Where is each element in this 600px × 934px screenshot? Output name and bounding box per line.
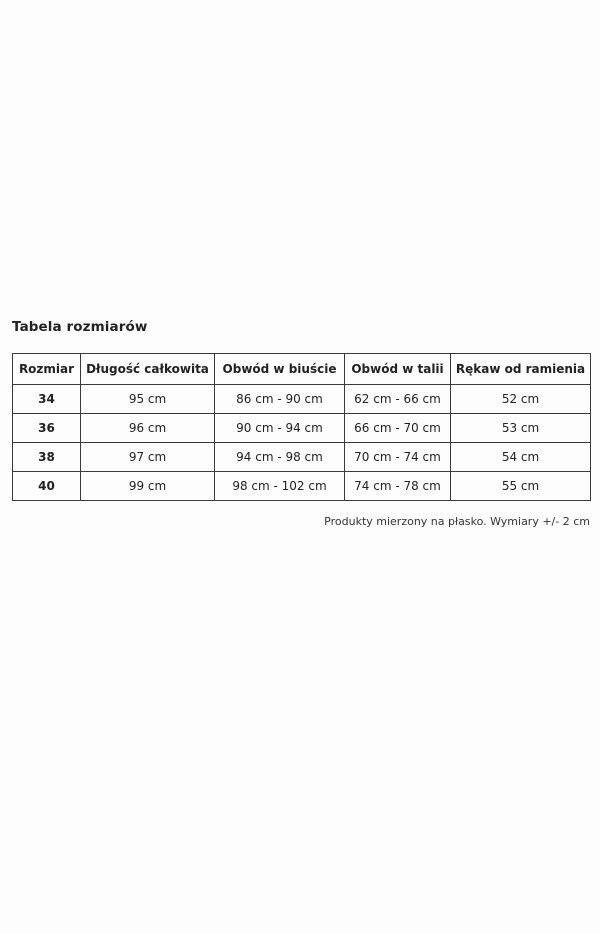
waist-cell: 66 cm - 70 cm [345,414,451,443]
header-sleeve: Rękaw od ramienia [451,354,591,385]
size-cell: 38 [13,443,81,472]
bust-cell: 90 cm - 94 cm [215,414,345,443]
waist-cell: 70 cm - 74 cm [345,443,451,472]
total-length-cell: 97 cm [81,443,215,472]
bust-cell: 86 cm - 90 cm [215,385,345,414]
size-chart-title: Tabela rozmiarów [12,319,148,335]
table-header-row [13,354,591,385]
table-row [13,472,591,501]
size-cell: 36 [13,414,81,443]
size-table [12,353,591,501]
sleeve-cell: 53 cm [451,414,591,443]
total-length-cell: 96 cm [81,414,215,443]
table-row [13,385,591,414]
sleeve-cell: 54 cm [451,443,591,472]
measurement-note: Produkty mierzony na płasko. Wymiary +/- 2 cm [324,515,590,528]
total-length-cell: 95 cm [81,385,215,414]
bust-cell: 94 cm - 98 cm [215,443,345,472]
header-bust: Obwód w biuście [215,354,345,385]
table-row [13,443,591,472]
header-size: Rozmiar [13,354,81,385]
waist-cell: 74 cm - 78 cm [345,472,451,501]
table-row [13,414,591,443]
waist-cell: 62 cm - 66 cm [345,385,451,414]
sleeve-cell: 55 cm [451,472,591,501]
size-cell: 34 [13,385,81,414]
header-waist: Obwód w talii [345,354,451,385]
header-total-length: Długość całkowita [81,354,215,385]
sleeve-cell: 52 cm [451,385,591,414]
size-cell: 40 [13,472,81,501]
bust-cell: 98 cm - 102 cm [215,472,345,501]
total-length-cell: 99 cm [81,472,215,501]
